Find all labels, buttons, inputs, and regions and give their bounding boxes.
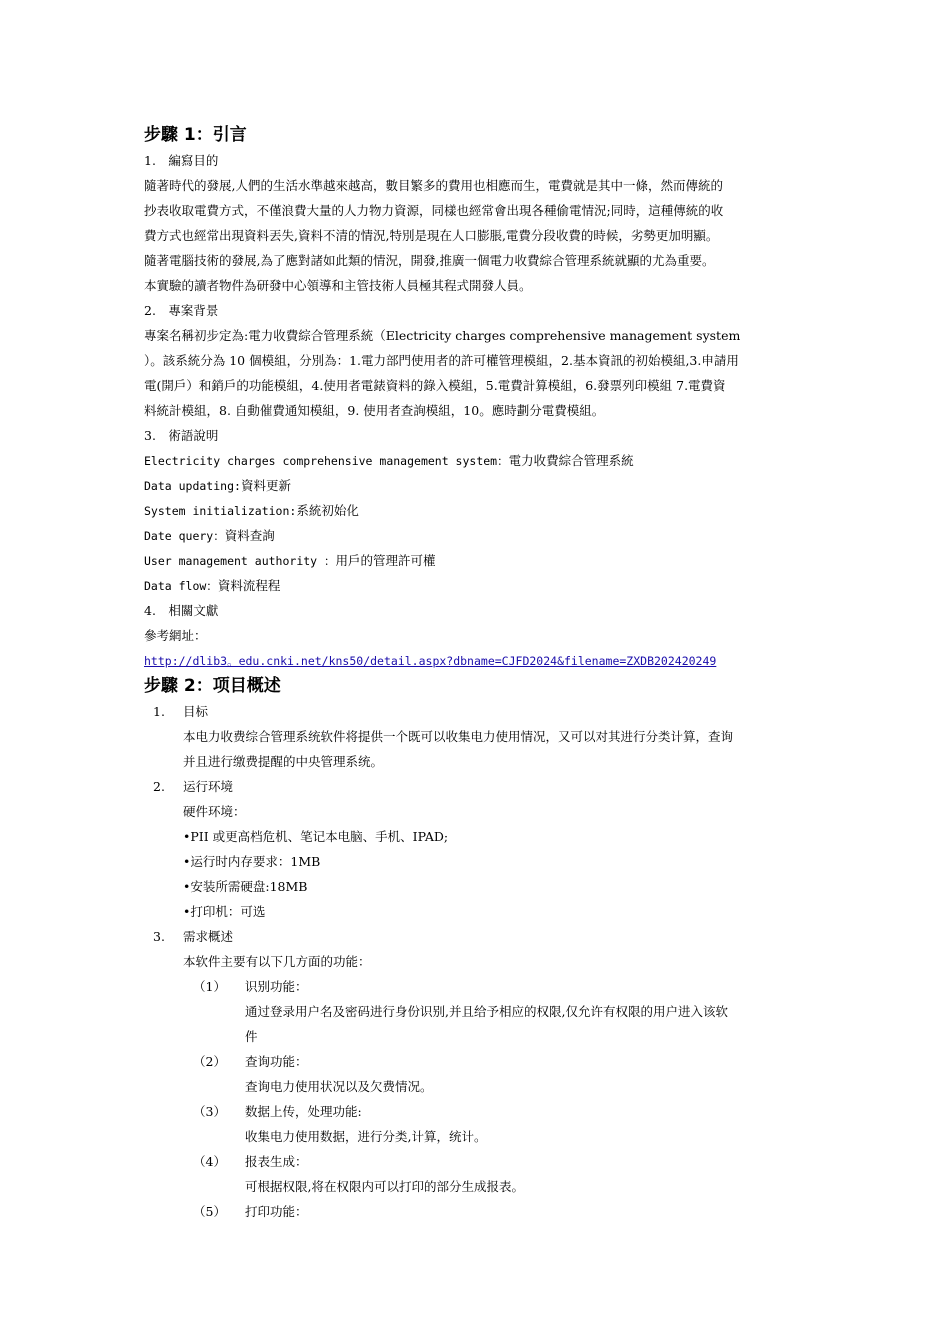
list-item-environment <box>144 774 810 799</box>
list-item-requirements <box>144 924 810 949</box>
section-title-references: 4. 相關文獻 <box>144 603 219 618</box>
item-number: 1. <box>153 704 165 719</box>
term-line <box>144 498 810 523</box>
document-page <box>144 122 810 1224</box>
reference-label: 參考網址： <box>144 628 207 643</box>
paragraph-line: 隨著時代的發展,人們的生活水準越來越高，數目繁多的費用也相應而生，電費就是其中一條，然而傳統的 <box>144 178 723 193</box>
bullet-item: •运行时内存要求：1MB <box>183 854 321 869</box>
item-number: 2. <box>153 779 165 794</box>
term-zh: 電力收費綜合管理系統 <box>508 453 634 468</box>
term-en: User management authority ： <box>144 554 336 568</box>
term-en: System initialization: <box>144 504 297 518</box>
function-item <box>144 974 810 999</box>
term-line <box>144 573 810 598</box>
paragraph-line: 并且进行缴费提醒的中央管理系统。 <box>183 754 384 769</box>
function-desc: 收集电力使用数据，进行分类,计算，统计。 <box>245 1129 487 1144</box>
function-title: 数据上传，处理功能: <box>245 1104 362 1119</box>
reference-link[interactable]: http://dlib3。edu.cnki.net/kns50/detail.aspx?dbname=CJFD2024&filename=ZXDB202420249 <box>144 654 717 668</box>
step2-heading: 步驟 2：项目概述 <box>144 676 281 696</box>
term-zh: 資料流程程 <box>217 578 281 593</box>
bullet-item: •打印机：可选 <box>183 904 266 919</box>
function-item <box>144 1149 810 1174</box>
term-line <box>144 523 810 548</box>
term-zh: 用戶的管理許可權 <box>335 553 436 568</box>
function-title: 查询功能： <box>245 1054 308 1069</box>
paragraph-line: 專案名稱初步定為:電力收費綜合管理系統（Electricity charges comprehensive management system <box>144 328 741 343</box>
function-title: 报表生成： <box>245 1154 308 1169</box>
function-item <box>144 1099 810 1124</box>
term-zh: 系統初始化 <box>296 503 359 518</box>
paragraph-line: 費方式也經常出現資料丟失,資料不清的情況,特別是現在人口膨脹,電費分段收費的時候，劣勢更加明顯。 <box>144 228 719 243</box>
function-number: （4） <box>193 1154 226 1169</box>
function-number: （3） <box>193 1104 226 1119</box>
bullet-item: •安装所需硬盘:18MB <box>183 879 308 894</box>
bullet-item: •PII 或更高档危机、笔记本电脑、手机、IPAD; <box>183 829 449 844</box>
paragraph-line: 料統計模組，8. 自動催費通知模組，9. 使用者查詢模組，10。應時劃分電費模組。 <box>144 403 605 418</box>
paragraph-line: ）。該系統分為 10 個模組，分別為：1.電力部門使用者的許可權管理模組，2.基本資訊的初始模組,3.申請用 <box>144 353 739 368</box>
paragraph-line: 抄表收取電費方式，不僅浪費大量的人力物力資源，同樣也經常會出現各種偷電情況;同時，這種傳統的收 <box>144 203 724 218</box>
term-en: Electricity charges comprehensive management system： <box>144 454 509 468</box>
sub-heading: 本软件主要有以下几方面的功能： <box>183 954 371 969</box>
function-title: 识别功能： <box>245 979 308 994</box>
term-en: Date query： <box>144 529 225 543</box>
function-desc: 件 <box>245 1029 258 1044</box>
section-title-purpose: 1. 編寫目的 <box>144 153 219 168</box>
section-title-background: 2. 專案背景 <box>144 303 219 318</box>
term-en: Data updating: <box>144 479 241 493</box>
term-en: Data flow： <box>144 579 218 593</box>
list-item-goal <box>144 699 810 724</box>
function-title: 打印功能： <box>245 1204 308 1219</box>
item-number: 3. <box>153 929 165 944</box>
item-title: 目标 <box>183 704 209 719</box>
term-line <box>144 473 810 498</box>
function-desc: 通过登录用户名及密码进行身份识别,并且给予相应的权限,仅允许有权限的用户进入该软 <box>245 1004 728 1019</box>
step1-heading: 步驟 1：引言 <box>144 125 247 145</box>
paragraph-line: 隨著電腦技術的發展,為了應對諸如此類的情況，開發,推廣一個電力收費綜合管理系統就顯的尤為重要。 <box>144 253 715 268</box>
function-item <box>144 1049 810 1074</box>
paragraph-line: 本电力收费综合管理系统软件将提供一个既可以收集电力使用情况，又可以对其进行分类计算，查询 <box>183 729 734 744</box>
paragraph-line: 本實驗的讀者物件為研發中心領導和主管技術人員極其程式開發人員。 <box>144 278 532 293</box>
term-zh: 資料查詢 <box>224 528 275 543</box>
item-title: 运行环境 <box>183 779 234 794</box>
item-title: 需求概述 <box>183 929 234 944</box>
function-number: （2） <box>193 1054 226 1069</box>
paragraph-line: 電(開戶）和銷戶的功能模組，4.使用者電錶資料的錄入模組，5.電費計算模組，6.發票列印模組 7.電費資 <box>144 378 726 393</box>
function-number: （5） <box>193 1204 226 1219</box>
term-line <box>144 448 810 473</box>
section-title-terms: 3. 術語說明 <box>144 428 219 443</box>
function-desc: 可根据权限,将在权限内可以打印的部分生成报表。 <box>245 1179 524 1194</box>
term-line <box>144 548 810 573</box>
term-zh: 資料更新 <box>240 478 291 493</box>
function-desc: 查询电力使用状况以及欠费情况。 <box>245 1079 433 1094</box>
function-number: （1） <box>193 979 226 994</box>
sub-heading: 硬件环境： <box>183 804 246 819</box>
function-item <box>144 1199 810 1224</box>
reference-line <box>144 648 810 673</box>
